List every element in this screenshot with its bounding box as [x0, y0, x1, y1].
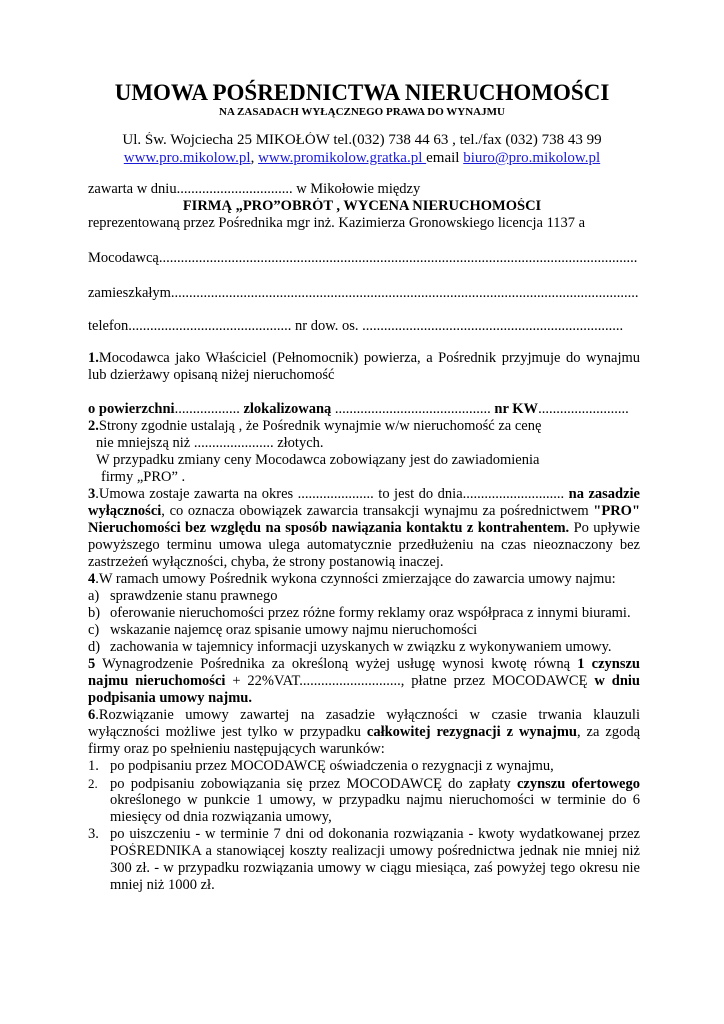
area-dots: .................. — [174, 401, 244, 417]
p1-text-1: Mocodawca jako Właściciel (Pełnomocnik) powierza, a Pośrednik przyjmuje do wynajmu — [98, 350, 640, 366]
list-item-label: 3. — [88, 826, 99, 842]
list-item-text: oferowanie nieruchomości przez różne formy reklamy oraz współpraca z innymi biurami. — [110, 605, 631, 621]
p6-text-2c: , za zgodą — [576, 724, 640, 740]
intro-date-line: zawarta w dniu................................ w Mikołowie między — [88, 181, 421, 197]
list-item-continuation: mniej niż 1000 zł. — [110, 877, 215, 893]
representative-line: reprezentowaną przez Pośrednika mgr inż. Kazimierza Gronowskiego licencja 1137 a — [88, 215, 586, 231]
firm-name: FIRMĄ „PRO”OBRÓT , WYCENA NIERUCHOMOŚCI — [182, 198, 542, 214]
list-item-continuation: miesięcy od dnia rozwiązania umowy, — [110, 809, 332, 825]
location-dots: ........................................... — [331, 401, 495, 417]
p3-text-2c: "PRO" — [593, 503, 640, 519]
location-label: zlokalizowaną — [243, 401, 332, 417]
links-line — [60, 150, 664, 167]
list-item-label: 2. — [88, 776, 98, 791]
list-item-continuation: POŚREDNIKA a stanowiącej koszty realizacji umowy pośrednictwa jednak nie mniej niż — [110, 843, 640, 859]
p5-line-3: podpisania umowy najmu. — [88, 690, 252, 706]
p3-text-1b: na zasadzie — [568, 486, 640, 502]
p2-text-1: Strony zgodnie ustalają , że Pośrednik wynajmie w/w nieruchomość za cenę — [98, 418, 542, 434]
list-item-text: wskazanie najemcę oraz spisanie umowy najmu nieruchomości — [110, 622, 478, 638]
field-telefon: telefon............................................. nr dow. os. ........................................................................ — [88, 318, 624, 334]
p5-line-2 — [88, 673, 640, 690]
p3-text-2a: wyłączności — [88, 503, 162, 519]
list-item — [88, 775, 640, 793]
address-line: Ul. Św. Wojciecha 25 MIKOŁÓW tel.(032) 738 44 63 , tel./fax (032) 738 43 99 — [122, 132, 602, 148]
p3-line-5: zastrzeżeń wyłączności, chyba, że strony postanowią inaczej. — [88, 554, 444, 570]
list-item-continuation: określonego w punkcie 1 umowy, w przypadku najmu nieruchomości w terminie do 6 — [110, 792, 640, 808]
p1-number: 1. — [88, 350, 99, 366]
document-title: UMOWA POŚREDNICTWA NIERUCHOMOŚCI — [114, 80, 610, 105]
p5-text-2a: najmu nieruchomości — [88, 673, 226, 689]
list-item-text: zachowania w tajemnicy informacji uzyskanych w związku z wykonywaniem umowy. — [110, 639, 612, 655]
p3-text-2b: , co oznacza obowiązek zawarcia transakcji wynajmu za pośrednictwem — [161, 503, 594, 519]
p1-area-line — [88, 401, 640, 418]
field-zamieszkaly: zamieszkałym................................................................................................................................. — [88, 285, 639, 301]
p6-line-3: firmy oraz po spełnieniu następujących warunków: — [88, 741, 385, 757]
list-item-text: po uiszczeniu - w terminie 7 dni od dokonania rozwiązania - kwoty wydatkowanej przez — [110, 826, 640, 842]
website-link-1[interactable]: www.pro.mikolow.pl — [123, 150, 251, 166]
list-item-label: d) — [88, 639, 101, 655]
list-item — [88, 758, 640, 775]
field-mocodawca: Mocodawcą.................................................................................................................................... — [88, 250, 638, 266]
p3-line-2 — [88, 503, 640, 520]
p5-text-1a: Wynagrodzenie Pośrednika za określoną wyżej usługę wynosi kwotę równą — [95, 656, 578, 672]
list-item — [88, 622, 640, 639]
p1-line-1 — [88, 350, 640, 367]
p5-text-2c: w dniu — [594, 673, 640, 689]
p1-line-2: lub dzierżawy opisaną niżej nieruchomość — [88, 367, 335, 383]
p3-text-3a: Nieruchomości bez względu na sposób nawiązania kontaktu z kontrahentem. — [88, 520, 570, 536]
p6-number: 6 — [88, 707, 96, 723]
list-item-label: 1. — [88, 758, 99, 774]
link-separator: , — [250, 150, 255, 166]
kw-label: nr KW — [494, 401, 539, 417]
p4-intro-text: .W ramach umowy Pośrednik wykona czynności zmierzające do zawarcia umowy najmu: — [95, 571, 616, 587]
p5-text-2b: + 22%VAT............................, płatne przez MOCODAWCĘ — [225, 673, 595, 689]
p6-text-1: .Rozwiązanie umowy zawartej na zasadzie wyłączności w czasie trwania klauzuli — [95, 707, 640, 723]
list-item — [88, 605, 640, 622]
list-item-text-bold: czynszu ofertowego — [517, 776, 640, 792]
email-link[interactable]: biuro@pro.mikolow.pl — [463, 150, 601, 166]
p3-number: 3 — [88, 486, 96, 502]
document-subtitle: NA ZASADACH WYŁĄCZNEGO PRAWA DO WYNAJMU — [219, 106, 505, 118]
p4-intro — [88, 571, 640, 588]
list-item-label: a) — [88, 588, 100, 604]
list-item-continuation: 300 zł. - w przypadku rozwiązania umowy w ciągu miesiąca, zaś powyżej tego okresu nie — [110, 860, 640, 876]
p2-line-1 — [88, 418, 640, 435]
list-item — [88, 588, 640, 605]
list-item-label: c) — [88, 622, 100, 638]
p4-number: 4 — [88, 571, 96, 587]
p6-text-2b: całkowitej rezygnacji z wynajmu — [366, 724, 577, 740]
p2-number: 2. — [88, 418, 99, 434]
p5-line-1 — [88, 656, 640, 673]
area-label: o powierzchni — [88, 401, 175, 417]
website-link-2[interactable]: www.promikolow.gratka.pl — [258, 150, 427, 166]
p3-line-4: powyższego terminu umowa ulega automatycznie przedłużeniu na czas nieoznaczony bez — [88, 537, 640, 553]
p2-line-3: W przypadku zmiany ceny Mocodawca zobowiązany jest do zawiadomienia — [96, 452, 540, 468]
p3-line-1 — [88, 486, 640, 503]
list-item-label: b) — [88, 605, 101, 621]
list-item — [88, 826, 640, 843]
p2-line-4: firmy „PRO” . — [101, 469, 186, 485]
p3-text-3b: Po upływie — [569, 520, 640, 536]
p3-line-3 — [88, 520, 640, 537]
p6-line-2 — [88, 724, 640, 741]
p6-text-2a: wyłączności możliwe jest tylko w przypadku — [88, 724, 367, 740]
list-item-text: sprawdzenie stanu prawnego — [110, 588, 278, 604]
list-item — [88, 639, 640, 656]
kw-dots: ......................... — [538, 401, 629, 417]
p3-text-1a: .Umowa zostaje zawarta na okres ..................... to jest do dnia............................ — [95, 486, 569, 502]
p5-number: 5 — [88, 656, 96, 672]
list-item-text: po podpisaniu zobowiązania się przez MOCODAWCĘ do zapłaty — [110, 776, 517, 792]
p6-line-1 — [88, 707, 640, 724]
p2-line-2: nie mniejszą niż ...................... złotych. — [96, 435, 324, 451]
p5-text-1b: 1 czynszu — [577, 656, 640, 672]
list-item-text: po podpisaniu przez MOCODAWCĘ oświadczenia o rezygnacji z wynajmu, — [110, 758, 554, 774]
email-label: email — [426, 150, 464, 166]
